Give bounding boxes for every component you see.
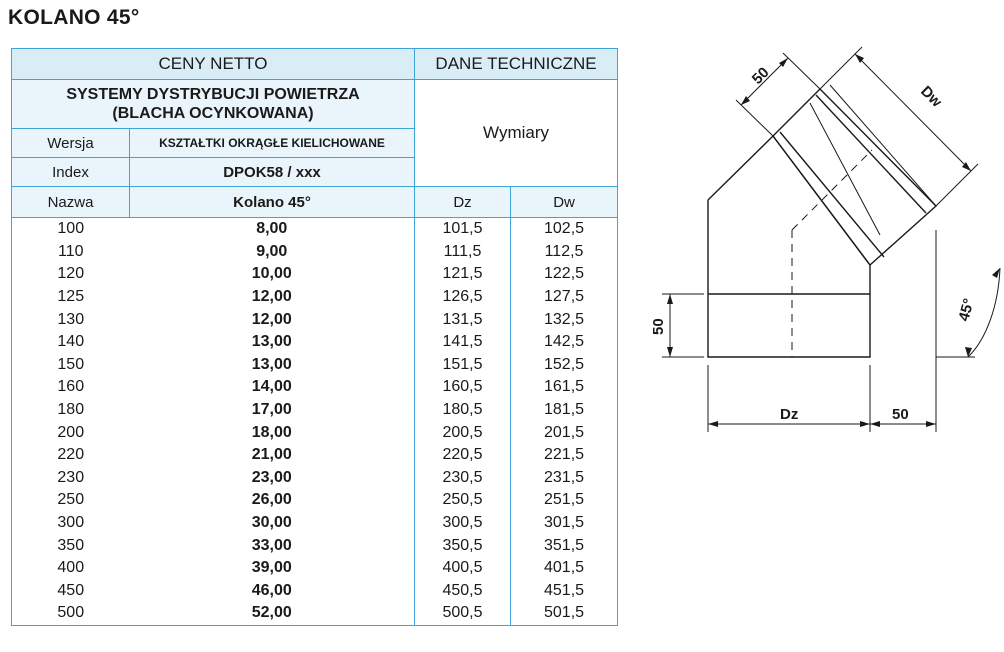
dz-cell: 350,5 bbox=[415, 534, 511, 557]
dw-cell: 201,5 bbox=[511, 421, 618, 444]
dz-arrow-right bbox=[860, 421, 870, 427]
wersja-label: Wersja bbox=[12, 129, 130, 158]
price-cell: 52,00 bbox=[130, 602, 415, 625]
size-cell: 500 bbox=[12, 602, 130, 625]
wersja-value: KSZTAŁTKI OKRĄGŁE KIELICHOWANE bbox=[130, 129, 415, 158]
dw-cell: 132,5 bbox=[511, 308, 618, 331]
price-cell: 46,00 bbox=[130, 580, 415, 603]
table-row bbox=[12, 557, 618, 580]
price-cell: 8,00 bbox=[130, 218, 415, 241]
dz-cell: 126,5 bbox=[415, 286, 511, 309]
size-cell: 250 bbox=[12, 489, 130, 512]
top50-ext-2 bbox=[783, 53, 820, 89]
index-value: DPOK58 / xxx bbox=[130, 158, 415, 187]
dz-cell: 111,5 bbox=[415, 241, 511, 264]
label-dw: Dw bbox=[917, 82, 946, 111]
dw-cell: 161,5 bbox=[511, 376, 618, 399]
size-cell: 140 bbox=[12, 331, 130, 354]
dz-cell: 230,5 bbox=[415, 467, 511, 490]
table-row bbox=[12, 308, 618, 331]
price-cell: 23,00 bbox=[130, 467, 415, 490]
price-cell: 21,00 bbox=[130, 444, 415, 467]
dw-cell: 152,5 bbox=[511, 354, 618, 377]
index-label: Index bbox=[12, 158, 130, 187]
size-cell: 100 bbox=[12, 218, 130, 241]
elbow-outer-edge bbox=[708, 136, 773, 200]
wymiary-header: Wymiary bbox=[415, 80, 618, 187]
left50-arrow-bottom bbox=[667, 347, 673, 357]
nazwa-label: Nazwa bbox=[12, 187, 130, 218]
dz-cell: 160,5 bbox=[415, 376, 511, 399]
dw-cell: 127,5 bbox=[511, 286, 618, 309]
col-dw-header: Dw bbox=[511, 187, 618, 218]
dw-cell: 451,5 bbox=[511, 580, 618, 603]
table-row bbox=[12, 218, 618, 241]
dz-cell: 450,5 bbox=[415, 580, 511, 603]
price-cell: 17,00 bbox=[130, 399, 415, 422]
dw-cell: 181,5 bbox=[511, 399, 618, 422]
system-title bbox=[12, 80, 415, 129]
price-cell: 13,00 bbox=[130, 331, 415, 354]
price-cell: 9,00 bbox=[130, 241, 415, 264]
dz-cell: 500,5 bbox=[415, 602, 511, 625]
size-cell: 450 bbox=[12, 580, 130, 603]
angle-arrow-bottom bbox=[965, 347, 972, 357]
dz-cell: 101,5 bbox=[415, 218, 511, 241]
label-angle: 45° bbox=[955, 296, 978, 324]
dw-cell: 122,5 bbox=[511, 263, 618, 286]
dw-cell: 401,5 bbox=[511, 557, 618, 580]
size-cell: 350 bbox=[12, 534, 130, 557]
socket-edge-line bbox=[830, 85, 936, 206]
table-row bbox=[12, 331, 618, 354]
dz-cell: 300,5 bbox=[415, 512, 511, 535]
header-band-row bbox=[12, 49, 618, 80]
label-50-bottom: 50 bbox=[892, 406, 909, 423]
table-row bbox=[12, 399, 618, 422]
table-row bbox=[12, 354, 618, 377]
left50-arrow-top bbox=[667, 294, 673, 304]
label-dz: Dz bbox=[780, 406, 799, 423]
dz-cell: 180,5 bbox=[415, 399, 511, 422]
dz-cell: 151,5 bbox=[415, 354, 511, 377]
table-row bbox=[12, 421, 618, 444]
nazwa-row bbox=[12, 187, 618, 218]
system-title-line1: SYSTEMY DYSTRYBUCJI POWIETRZA bbox=[66, 86, 360, 103]
price-table bbox=[11, 48, 618, 626]
dw-ext-2 bbox=[936, 164, 978, 206]
table-row bbox=[12, 241, 618, 264]
size-cell: 230 bbox=[12, 467, 130, 490]
table-row bbox=[12, 376, 618, 399]
price-cell: 33,00 bbox=[130, 534, 415, 557]
table-row bbox=[12, 580, 618, 603]
elbow-upper-socket bbox=[773, 89, 936, 265]
col-dz-header: Dz bbox=[415, 187, 511, 218]
dz-cell: 400,5 bbox=[415, 557, 511, 580]
table-row bbox=[12, 444, 618, 467]
size-cell: 120 bbox=[12, 263, 130, 286]
dz-cell: 131,5 bbox=[415, 308, 511, 331]
technical-drawing bbox=[640, 30, 1002, 440]
dw-cell: 351,5 bbox=[511, 534, 618, 557]
elbow-lower-body bbox=[708, 200, 870, 357]
dw-dim-line bbox=[855, 54, 971, 171]
hidden-diagonal bbox=[792, 150, 872, 230]
dw-cell: 501,5 bbox=[511, 602, 618, 625]
price-cell: 14,00 bbox=[130, 376, 415, 399]
size-cell: 300 bbox=[12, 512, 130, 535]
dz-cell: 250,5 bbox=[415, 489, 511, 512]
top50-ext-1 bbox=[736, 100, 773, 136]
dz-cell: 220,5 bbox=[415, 444, 511, 467]
table-row bbox=[12, 286, 618, 309]
dw-cell: 142,5 bbox=[511, 331, 618, 354]
size-cell: 180 bbox=[12, 399, 130, 422]
dz-cell: 200,5 bbox=[415, 421, 511, 444]
dw-cell: 251,5 bbox=[511, 489, 618, 512]
angle-arrow-top bbox=[992, 268, 1000, 278]
label-50-left: 50 bbox=[650, 318, 667, 335]
price-cell: 13,00 bbox=[130, 354, 415, 377]
table-row bbox=[12, 512, 618, 535]
price-cell: 12,00 bbox=[130, 308, 415, 331]
size-cell: 125 bbox=[12, 286, 130, 309]
dz-cell: 141,5 bbox=[415, 331, 511, 354]
table-row bbox=[12, 263, 618, 286]
header-tech: DANE TECHNICZNE bbox=[415, 49, 618, 80]
price-cell: 30,00 bbox=[130, 512, 415, 535]
size-cell: 130 bbox=[12, 308, 130, 331]
dw-ext-1 bbox=[820, 47, 862, 89]
dw-cell: 301,5 bbox=[511, 512, 618, 535]
dz-arrow-left bbox=[708, 421, 718, 427]
table-row bbox=[12, 467, 618, 490]
size-cell: 220 bbox=[12, 444, 130, 467]
table-row bbox=[12, 534, 618, 557]
size-cell: 160 bbox=[12, 376, 130, 399]
price-cell: 12,00 bbox=[130, 286, 415, 309]
size-cell: 150 bbox=[12, 354, 130, 377]
label-50-top: 50 bbox=[748, 64, 773, 88]
bottom50-arrow-right bbox=[926, 421, 936, 427]
nazwa-value: Kolano 45° bbox=[130, 187, 415, 218]
price-cell: 26,00 bbox=[130, 489, 415, 512]
system-title-line2: (BLACHA OCYNKOWANA) bbox=[112, 105, 314, 122]
header-prices: CENY NETTO bbox=[12, 49, 415, 80]
dw-cell: 221,5 bbox=[511, 444, 618, 467]
table-row bbox=[12, 602, 618, 625]
socket-inner-line-3 bbox=[810, 103, 880, 235]
size-cell: 110 bbox=[12, 241, 130, 264]
dw-cell: 112,5 bbox=[511, 241, 618, 264]
dz-cell: 121,5 bbox=[415, 263, 511, 286]
dw-cell: 231,5 bbox=[511, 467, 618, 490]
price-cell: 18,00 bbox=[130, 421, 415, 444]
dw-cell: 102,5 bbox=[511, 218, 618, 241]
system-title-row bbox=[12, 80, 618, 129]
size-cell: 400 bbox=[12, 557, 130, 580]
bottom50-arrow-left bbox=[870, 421, 880, 427]
page-title: KOLANO 45° bbox=[8, 6, 140, 29]
size-cell: 200 bbox=[12, 421, 130, 444]
table-row bbox=[12, 489, 618, 512]
price-cell: 10,00 bbox=[130, 263, 415, 286]
price-cell: 39,00 bbox=[130, 557, 415, 580]
